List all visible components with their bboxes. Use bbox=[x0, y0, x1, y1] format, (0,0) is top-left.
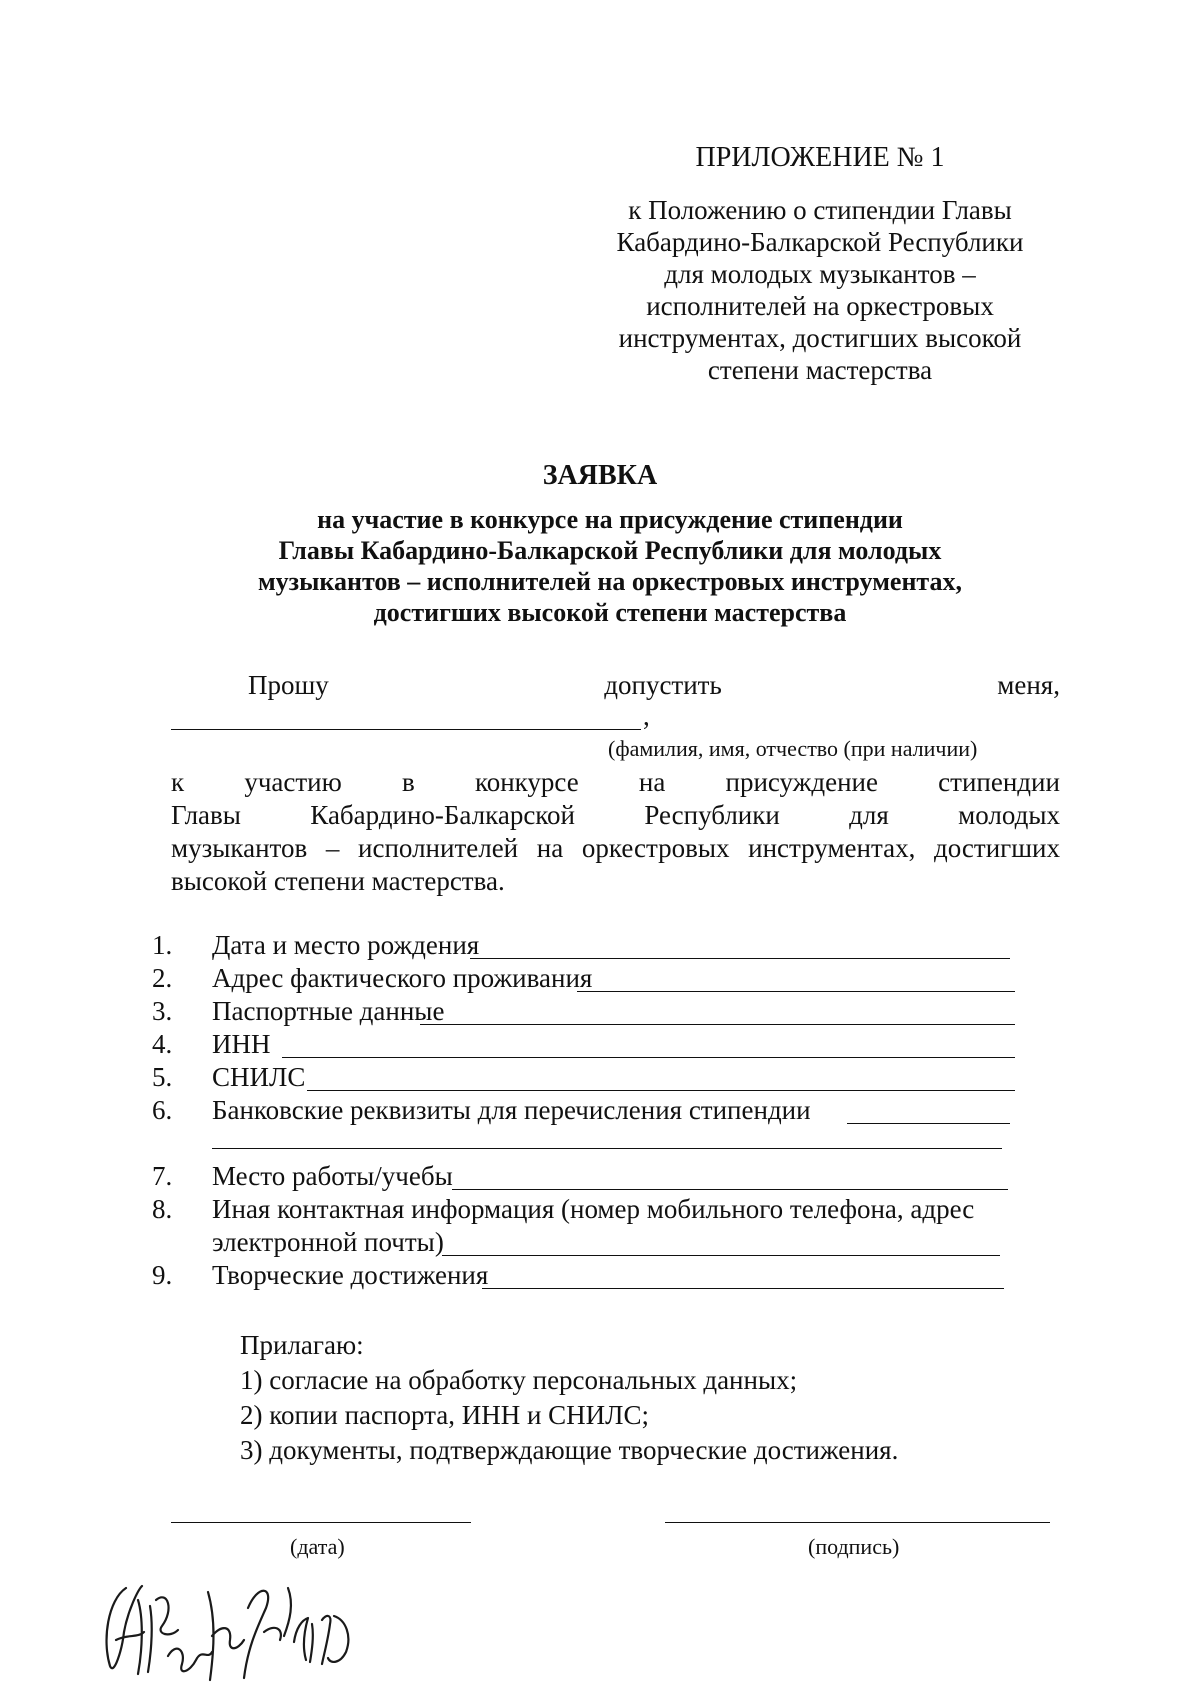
item-label: электронной почты) bbox=[212, 1227, 444, 1257]
paragraph-line bbox=[171, 799, 1060, 832]
paragraph-word: в bbox=[402, 767, 415, 797]
form-item-bank bbox=[152, 1095, 1052, 1128]
request-paragraph bbox=[171, 766, 1060, 898]
achievements-field[interactable] bbox=[482, 1288, 1004, 1289]
paragraph-line bbox=[171, 832, 1060, 865]
request-word: допустить bbox=[604, 670, 722, 700]
form-item-passport bbox=[152, 996, 1052, 1029]
address-field[interactable] bbox=[577, 991, 1015, 992]
document-title: ЗАЯВКА bbox=[542, 460, 658, 491]
paragraph-word: участию bbox=[244, 767, 342, 797]
item-number: 5. bbox=[152, 1062, 173, 1092]
item-number: 2. bbox=[152, 963, 173, 993]
passport-field[interactable] bbox=[420, 1024, 1015, 1025]
attachments-title: Прилагаю: bbox=[240, 1330, 364, 1360]
paragraph-word: стипендии bbox=[938, 767, 1060, 797]
appendix-line: для молодых музыкантов – bbox=[664, 259, 976, 289]
appendix-block bbox=[600, 142, 1040, 386]
item-number: 3. bbox=[152, 996, 173, 1026]
paragraph-word: инструментах, bbox=[748, 833, 916, 863]
paragraph-word: молодых bbox=[958, 800, 1060, 830]
form-item-achievements bbox=[152, 1260, 1052, 1293]
date-field[interactable] bbox=[171, 1522, 471, 1523]
appendix-line: Кабардино-Балкарской Республики bbox=[616, 227, 1024, 257]
request-line bbox=[248, 670, 1060, 701]
appendix-line: исполнителей на оркестровых bbox=[646, 291, 994, 321]
bank-details-field-line2[interactable] bbox=[212, 1148, 1002, 1149]
paragraph-word: к bbox=[171, 767, 185, 797]
signature-field[interactable] bbox=[665, 1522, 1050, 1523]
subtitle-line: музыкантов – исполнителей на оркестровых инструментах, bbox=[257, 567, 963, 596]
signature-caption: (подпись) bbox=[808, 1534, 900, 1559]
attachment-item: 2) копии паспорта, ИНН и СНИЛС; bbox=[240, 1400, 649, 1430]
paragraph-word: на bbox=[536, 833, 564, 863]
form-fields-list bbox=[152, 930, 1052, 1293]
bank-details-field[interactable] bbox=[847, 1123, 1010, 1124]
item-label: ИНН bbox=[212, 1029, 271, 1059]
paragraph-line: высокой степени мастерства. bbox=[171, 866, 505, 896]
appendix-line: степени мастерства bbox=[707, 355, 933, 385]
item-label: Иная контактная информация (номер мобильного телефона, адрес bbox=[212, 1194, 975, 1224]
attachments-block bbox=[240, 1328, 898, 1468]
attachment-item: 1) согласие на обработку персональных данных; bbox=[240, 1365, 798, 1395]
full-name-field[interactable] bbox=[171, 705, 641, 730]
form-item-contact-line2 bbox=[152, 1227, 1052, 1260]
subtitle-line: Главы Кабардино-Балкарской Республики для молодых bbox=[278, 536, 942, 565]
paragraph-word: на bbox=[638, 767, 666, 797]
paragraph-word: Главы bbox=[171, 800, 241, 830]
paragraph-word: Кабардино-Балкарской bbox=[310, 800, 575, 830]
item-label: Паспортные данные bbox=[212, 996, 445, 1026]
attachment-item: 3) документы, подтверждающие творческие достижения. bbox=[240, 1435, 899, 1465]
item-label: Дата и место рождения bbox=[212, 930, 480, 960]
full-name-caption: (фамилия, имя, отчество (при наличии) bbox=[608, 736, 978, 761]
birth-date-place-field[interactable] bbox=[470, 958, 1010, 959]
work-study-field[interactable] bbox=[452, 1189, 1008, 1190]
contact-info-field[interactable] bbox=[442, 1255, 1000, 1256]
form-item-bank-continuation bbox=[152, 1128, 1052, 1161]
form-item-contact bbox=[152, 1194, 1052, 1227]
item-number: 4. bbox=[152, 1029, 173, 1059]
form-item-birth bbox=[152, 930, 1052, 963]
paragraph-line bbox=[171, 766, 1060, 799]
appendix-title: ПРИЛОЖЕНИЕ № 1 bbox=[695, 142, 945, 173]
appendix-line: инструментах, достигших высокой bbox=[618, 323, 1022, 353]
paragraph-word: – bbox=[325, 833, 340, 863]
paragraph-word: Республики bbox=[644, 800, 780, 830]
paragraph-word: достигших bbox=[934, 833, 1060, 863]
paragraph-word: присуждение bbox=[725, 767, 878, 797]
item-label: Творческие достижения bbox=[212, 1260, 489, 1290]
form-item-snils bbox=[152, 1062, 1052, 1095]
snils-field[interactable] bbox=[307, 1090, 1015, 1091]
paragraph-word: для bbox=[849, 800, 889, 830]
date-caption: (дата) bbox=[290, 1534, 345, 1559]
item-number: 1. bbox=[152, 930, 173, 960]
appendix-line: к Положению о стипендии Главы bbox=[628, 195, 1012, 225]
subtitle-line: на участие в конкурсе на присуждение стипендии bbox=[317, 505, 903, 534]
form-item-work bbox=[152, 1161, 1052, 1194]
request-word: меня, bbox=[997, 670, 1060, 700]
handwritten-signature bbox=[98, 1580, 368, 1690]
item-label: Банковские реквизиты для перечисления стипендии bbox=[212, 1095, 811, 1125]
item-label: Адрес фактического проживания bbox=[212, 963, 593, 993]
paragraph-word: оркестровых bbox=[581, 833, 730, 863]
form-item-address bbox=[152, 963, 1052, 996]
subtitle-line: достигших высокой степени мастерства bbox=[373, 598, 847, 627]
request-word: Прошу bbox=[248, 670, 329, 700]
item-label: Место работы/учебы bbox=[212, 1161, 453, 1191]
item-label: СНИЛС bbox=[212, 1062, 306, 1092]
paragraph-word: исполнителей bbox=[358, 833, 519, 863]
paragraph-word: конкурсе bbox=[474, 767, 579, 797]
form-item-inn bbox=[152, 1029, 1052, 1062]
inn-field[interactable] bbox=[282, 1057, 1015, 1058]
item-number: 9. bbox=[152, 1260, 173, 1290]
item-number: 6. bbox=[152, 1095, 173, 1125]
paragraph-word: музыкантов bbox=[171, 833, 308, 863]
document-subtitle bbox=[170, 504, 1050, 628]
item-number: 7. bbox=[152, 1161, 173, 1191]
name-comma: , bbox=[643, 701, 650, 731]
item-number: 8. bbox=[152, 1194, 173, 1224]
